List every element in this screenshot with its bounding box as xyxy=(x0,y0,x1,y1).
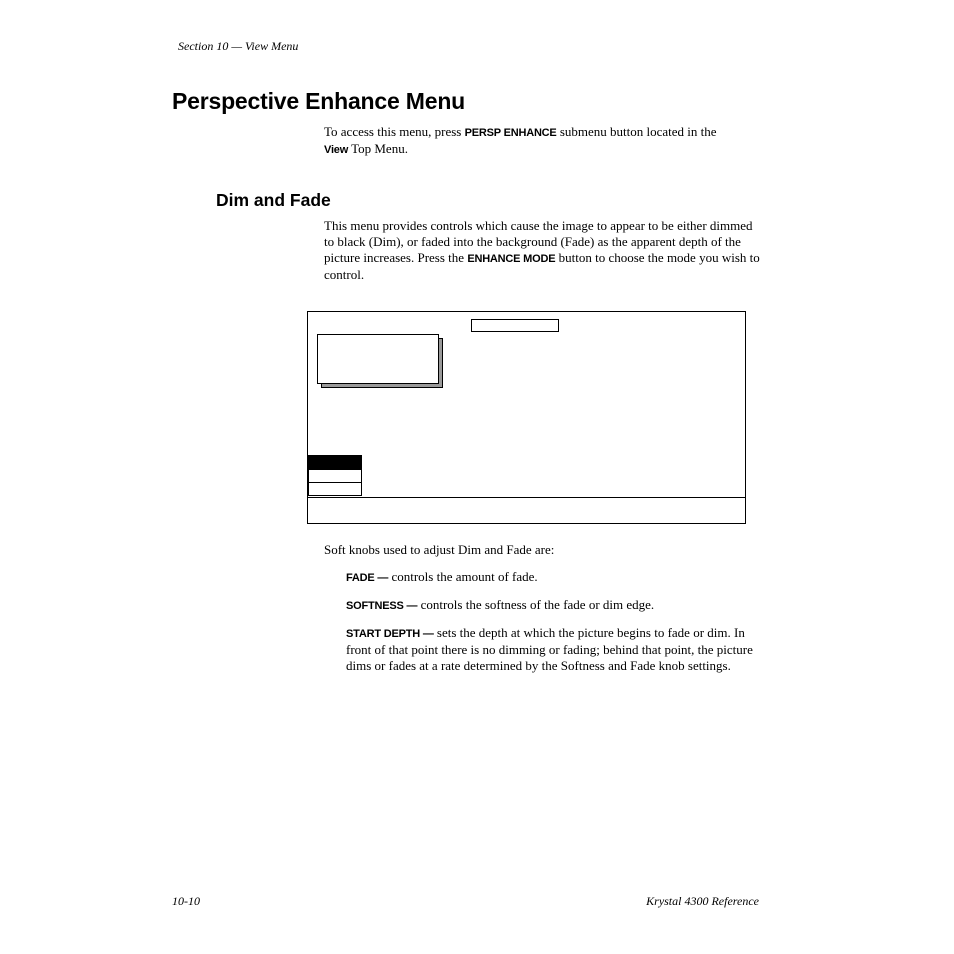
page-number: 10-10 xyxy=(172,894,200,908)
dim-fade-paragraph xyxy=(324,218,764,283)
page-title: Perspective Enhance Menu xyxy=(172,88,466,114)
subsection-title: Dim and Fade xyxy=(216,190,331,210)
dim-fade-text-pre: This menu provides controls which cause the image to appear to be either dimmed to black (Dim), or faded into the background (Fade) as the apparent depth of the picture increases. Press the xyxy=(324,218,753,265)
menu-status-bar-divider xyxy=(308,497,745,498)
intro-text-pre: To access this menu, press xyxy=(324,124,465,139)
knobs-intro: Soft knobs used to adjust Dim and Fade are: xyxy=(324,542,555,557)
menu-button xyxy=(308,482,362,496)
knob-label: FADE — xyxy=(346,572,389,584)
view-keyword: View xyxy=(324,144,349,156)
persp-enhance-keyword: PERSP ENHANCE xyxy=(464,127,557,139)
intro-paragraph xyxy=(324,124,764,158)
book-title: Krystal 4300 Reference xyxy=(646,894,759,908)
intro-text-mid: submenu button located in the xyxy=(556,124,717,139)
knob-item xyxy=(346,625,766,674)
enhance-mode-keyword: ENHANCE MODE xyxy=(467,253,556,265)
knob-item xyxy=(346,569,766,586)
dim-fade-text-post: button to choose the mode you wish to control. xyxy=(324,250,760,282)
menu-button xyxy=(308,469,362,483)
knob-description: sets the depth at which the picture begins to fade or dim. In front of that point there is no dimming or fading; behind that point, the picture dims or fades at a rate determined by the Softness and Fade knob settings. xyxy=(346,625,753,673)
menu-panel xyxy=(317,334,439,384)
knob-label: START DEPTH — xyxy=(346,628,434,640)
menu-selected-button xyxy=(308,455,362,470)
knob-description: controls the softness of the fade or dim edge. xyxy=(417,597,655,612)
menu-screen-illustration xyxy=(307,311,746,524)
intro-text-post: Top Menu. xyxy=(348,141,408,156)
knob-description: controls the amount of fade. xyxy=(388,569,538,584)
knob-item xyxy=(346,597,766,614)
menu-title-box xyxy=(471,319,559,332)
knob-label: SOFTNESS — xyxy=(346,600,418,612)
running-head: Section 10 — View Menu xyxy=(178,39,299,53)
